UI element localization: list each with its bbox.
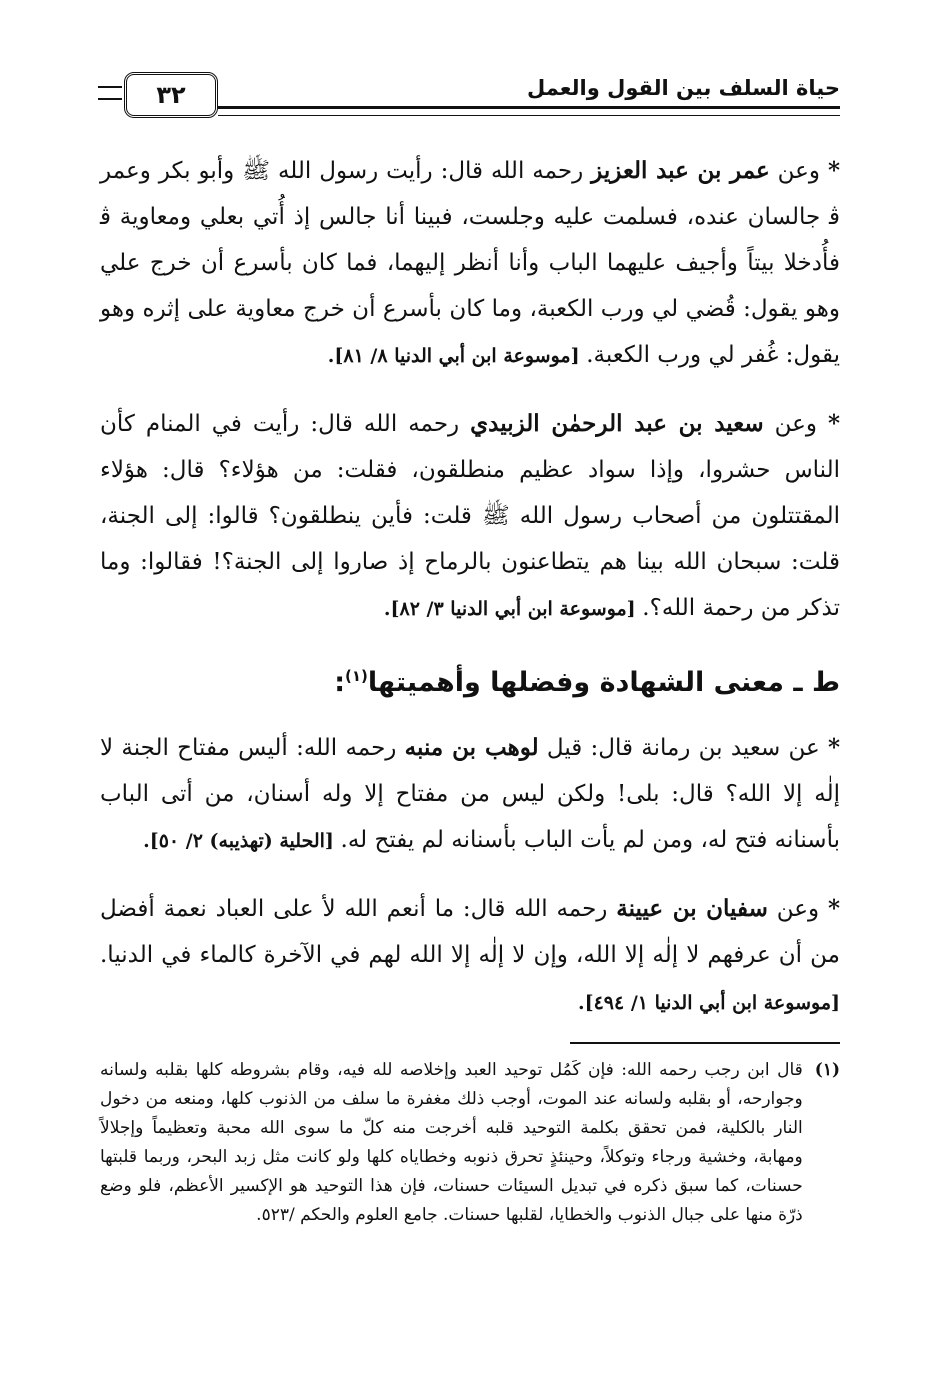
person-name: لوهب بن منبه (404, 734, 539, 761)
citation: [موسوعة ابن أبي الدنيا ٣/ ٨٢]. (383, 598, 643, 620)
bullet-icon: * (827, 410, 840, 437)
running-title: حياة السلف بين القول والعمل (526, 76, 840, 100)
header-rule (218, 106, 840, 116)
main-text (100, 148, 840, 1048)
honorific: رحمه الله (490, 158, 592, 184)
footnote (100, 1056, 840, 1230)
footnote-separator (570, 1042, 840, 1044)
header-ornament-rules (98, 86, 122, 100)
citation: [الحلية (تهذيبه) ٢/ ٥٠]. (143, 830, 341, 852)
person-name: سفيان بن عيينة (616, 895, 768, 922)
honorific: رحمه الله (303, 735, 405, 761)
person-name: عمر بن عبد العزيز (591, 157, 770, 184)
page-header (100, 72, 840, 122)
honorific: رحمه الله (363, 411, 471, 437)
bullet-icon: * (827, 734, 841, 761)
paragraph-text: قال: رأيت في المنام كأن الناس حشروا، وإذا سواد عظيم منطلقون، فقلت: من هؤلاء؟ قال: هؤلاء المقتتلون من أصحاب رسول الله ﷺ قلت: فأين ينطلقون؟ قالوا: إلى الجنة، قلت: سبحان الله بينا هم يتطاعنون بالرماح إذ صاروا إلى الجنة؟! فقالوا: وما تذكر من رحمة الله؟. (100, 411, 840, 621)
paragraph-text: : أليس مفتاح الجنة لا إلٰه إلا الله؟ قال: بلى! ولكن ليس من مفتاح إلا وله أسنان، من أتى الباب بأسنانه فتح له، ومن لم يأت الباب بأسنانه لم يفتح له. (100, 735, 840, 853)
paragraph-umar (100, 148, 840, 379)
paragraph-prefix: وعن (767, 896, 828, 922)
footnote-reference[interactable]: (١) (345, 667, 368, 685)
paragraph-prefix: وعن (763, 411, 828, 437)
section-heading-colon: : (334, 667, 346, 698)
bullet-icon: * (827, 895, 841, 922)
paragraph-text: قال: رأيت رسول الله ﷺ وأبو بكر وعمر ﭬ جالسان عنده، فسلمت عليه وجلست، فبينا أنا جالس إذ أُتي بعلي ومعاوية ﭬ فأُدخلا بيتاً وأجيف عليهما الباب وأنا أنظر إليهما، فما كان بأسرع أن خرج علي وهو يقول: قُضي لي ورب الكعبة، وما كان بأسرع أن خرج معاوية على إثره وهو يقول: غُفر لي ورب الكعبة. (100, 158, 840, 368)
paragraph-wahb (100, 725, 840, 864)
footnote-marker: (١) (814, 1060, 840, 1080)
section-heading-text: ط ـ معنى الشهادة وفضلها وأهميتها (367, 667, 840, 698)
footnote-text: قال ابن رجب رحمه الله: فإن كَمُل توحيد العبد وإخلاصه لله فيه، وقام بشروطه كلها بقلبه ولسانه وجوارحه، أو بقلبه ولسانه عند الموت، أوجب ذلك مغفرة ما سلف من الذنوب كلها، ومنعه من دخول النار بالكلية، فمن تحقق بكلمة التوحيد قلبه أخرجت منه كلّ ما سوى الله محبة وتعظيماً وإجلالاً ومهابة، وخشية ورجاء وتوكلاً، وحينئذٍ تحرق ذنوبه وخطاياه كلها ولو كانت مثل زبد البحر، وربما قلبتها حسنات، كما سبق ذكره في تبديل السيئات حسنات، فإن هذا التوحيد هو الإكسير الأعظم، فلو وضع ذرّة منها على جبال الذنوب والخطايا، لقلبها حسنات. جامع العلوم والحكم /٥٢٣. (100, 1060, 803, 1225)
paragraph-text: قال: ما أنعم الله ﻷ على العباد نعمة أفضل من أن عرفهم لا إلٰه إلا الله، وإن لا إلٰه إلا الله لهم في الآخرة كالماء في الدنيا. (100, 896, 840, 968)
honorific: رحمه الله (514, 896, 617, 922)
bullet-icon: * (827, 157, 840, 184)
paragraph-prefix: عن سعيد بن رمانة قال: قيل (538, 735, 828, 761)
citation: [موسوعة ابن أبي الدنيا ٨/ ٨١]. (327, 345, 587, 367)
paragraph-sufyan (100, 886, 840, 1026)
section-heading (100, 654, 840, 705)
citation: [موسوعة ابن أبي الدنيا ١/ ٤٩٤]. (577, 992, 840, 1014)
person-name: سعيد بن عبد الرحمٰن الزبيدي (470, 410, 764, 437)
paragraph-zubaidi (100, 401, 840, 632)
paragraph-prefix: وعن (769, 158, 828, 184)
page-number: ٣٢ (124, 72, 218, 118)
